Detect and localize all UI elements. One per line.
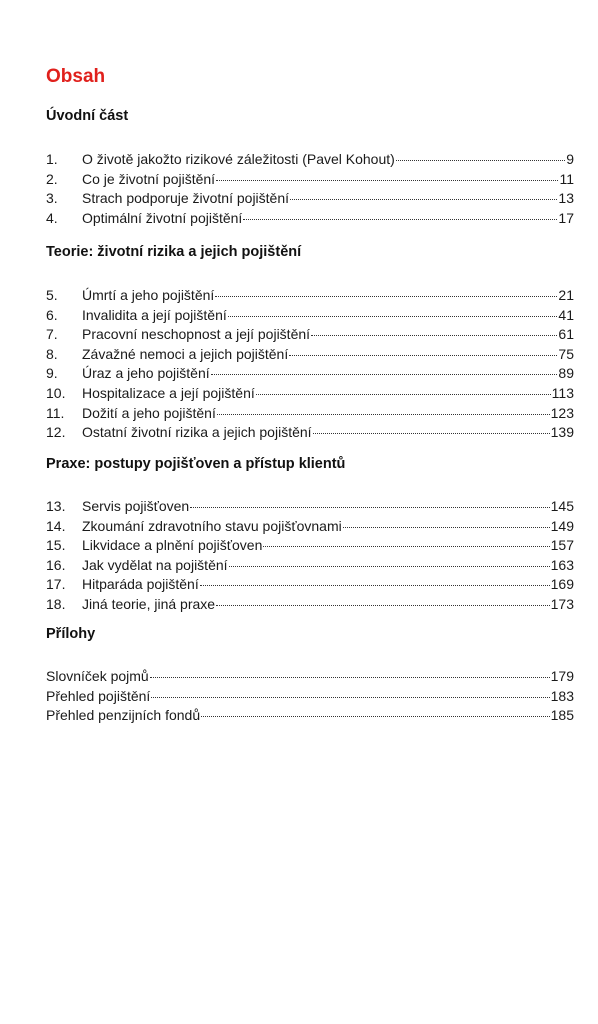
dot-leader xyxy=(190,507,549,508)
entry-page-number: 169 xyxy=(550,576,574,593)
dot-leader xyxy=(256,394,551,395)
entry-number: 7. xyxy=(46,326,58,343)
section-heading: Úvodní část xyxy=(46,108,129,124)
entry-title: Hospitalizace a její pojištění xyxy=(82,385,255,401)
entry-title: Pracovní neschopnost a její pojištění xyxy=(82,326,311,343)
entry-title: Přehled penzijních fondů xyxy=(46,707,201,724)
entry-number: 18. xyxy=(46,596,66,612)
entry-page-number: 157 xyxy=(550,537,574,554)
entry-page-number: 17 xyxy=(558,209,574,226)
toc-entry[interactable] xyxy=(46,188,574,208)
entry-page-number: 123 xyxy=(550,404,574,421)
dot-leader xyxy=(215,296,557,297)
dot-leader xyxy=(396,160,565,161)
entry-number: 5. xyxy=(46,287,58,303)
entry-page-number: 173 xyxy=(550,596,574,612)
entry-page-number: 89 xyxy=(558,365,574,382)
toc-entry[interactable] xyxy=(46,574,574,594)
entry-title: Slovníček pojmů xyxy=(46,668,149,684)
toc-entry[interactable] xyxy=(46,496,574,516)
toc-entry[interactable] xyxy=(46,403,574,423)
toc-entry[interactable] xyxy=(46,666,574,686)
entry-page-number: 149 xyxy=(550,517,574,534)
entry-title: Dožití a jeho pojištění xyxy=(82,404,216,421)
dot-leader xyxy=(243,219,557,220)
entry-number: 11. xyxy=(46,404,65,421)
entry-number: 8. xyxy=(46,345,58,362)
dot-leader xyxy=(313,433,550,434)
entry-title: O životě jakožto rizikové záležitosti (Pavel Kohout) xyxy=(82,151,395,167)
entry-title: Přehled pojištění xyxy=(46,687,151,704)
entry-page-number: 75 xyxy=(558,345,574,362)
toc-entry[interactable] xyxy=(46,149,574,169)
toc-entry[interactable] xyxy=(46,344,574,364)
dot-leader xyxy=(200,585,550,586)
section-heading: Teorie: životní rizika a jejich pojištění xyxy=(46,244,302,260)
section-heading: Praxe: postupy pojišťoven a přístup klientů xyxy=(46,456,346,472)
entry-page-number: 163 xyxy=(550,556,574,573)
toc-entry[interactable] xyxy=(46,208,574,228)
entry-title: Hitparáda pojištění xyxy=(82,576,199,593)
dot-leader xyxy=(290,199,557,200)
entry-title: Likvidace a plnění pojišťoven xyxy=(82,537,263,554)
entry-title: Zkoumání zdravotního stavu pojišťovnami xyxy=(82,517,342,534)
dot-leader xyxy=(228,316,558,317)
entry-number: 17. xyxy=(46,576,66,593)
entry-number: 15. xyxy=(46,537,66,554)
dot-leader xyxy=(216,605,550,606)
entry-title: Úraz a jeho pojištění xyxy=(82,365,210,382)
entry-number: 2. xyxy=(46,170,58,187)
entry-number: 12. xyxy=(46,424,66,441)
entry-number: 14. xyxy=(46,517,66,534)
dot-leader xyxy=(289,355,557,356)
entry-title: Jak vydělat na pojištění xyxy=(82,556,228,573)
entry-page-number: 113 xyxy=(551,385,574,401)
entry-number: 3. xyxy=(46,190,58,207)
entry-page-number: 179 xyxy=(550,668,574,684)
entry-page-number: 13 xyxy=(558,190,574,207)
entry-page-number: 21 xyxy=(558,287,574,303)
toc-entry[interactable] xyxy=(46,705,574,725)
toc-entry[interactable] xyxy=(46,686,574,706)
dot-leader xyxy=(263,546,549,547)
toc-entry[interactable] xyxy=(46,535,574,555)
toc-entry[interactable] xyxy=(46,324,574,344)
toc-entry[interactable] xyxy=(46,555,574,575)
entry-title: Závažné nemoci a jejich pojištění xyxy=(82,345,289,362)
toc-entry[interactable] xyxy=(46,305,574,325)
toc-entry[interactable] xyxy=(46,516,574,536)
entry-number: 1. xyxy=(46,151,58,167)
dot-leader xyxy=(217,414,550,415)
toc-entry[interactable] xyxy=(46,383,574,403)
toc-entry[interactable] xyxy=(46,285,574,305)
entry-number: 16. xyxy=(46,556,66,573)
entry-page-number: 61 xyxy=(558,326,574,343)
entry-page-number: 9 xyxy=(566,151,574,167)
entry-title: Optimální životní pojištění xyxy=(82,209,243,226)
entry-page-number: 183 xyxy=(550,687,574,704)
section-heading: Přílohy xyxy=(46,626,96,642)
dot-leader xyxy=(151,697,549,698)
entry-title: Co je životní pojištění xyxy=(82,170,216,187)
page-title: Obsah xyxy=(46,66,106,87)
entry-number: 10. xyxy=(46,385,66,401)
dot-leader xyxy=(201,716,550,717)
entry-number: 9. xyxy=(46,365,58,382)
entry-page-number: 145 xyxy=(550,498,574,514)
entry-page-number: 185 xyxy=(550,707,574,724)
entry-title: Servis pojišťoven xyxy=(82,498,190,514)
entry-title: Invalidita a její pojištění xyxy=(82,306,227,323)
dot-leader xyxy=(211,374,558,375)
entry-title: Strach podporuje životní pojištění xyxy=(82,190,290,207)
entry-page-number: 139 xyxy=(550,424,574,441)
toc-entry[interactable] xyxy=(46,169,574,189)
entry-title: Úmrtí a jeho pojištění xyxy=(82,287,215,303)
dot-leader xyxy=(311,335,557,336)
dot-leader xyxy=(343,527,550,528)
entry-number: 4. xyxy=(46,209,58,226)
entry-title: Jiná teorie, jiná praxe xyxy=(82,596,216,612)
entry-page-number: 11 xyxy=(559,170,574,187)
dot-leader xyxy=(229,566,550,567)
toc-entry[interactable] xyxy=(46,594,574,614)
toc-entry[interactable] xyxy=(46,363,574,383)
entry-number: 6. xyxy=(46,306,58,323)
entry-page-number: 41 xyxy=(558,306,574,323)
dot-leader xyxy=(150,677,550,678)
toc-entry[interactable] xyxy=(46,422,574,442)
entry-title: Ostatní životní rizika a jejich pojištění xyxy=(82,424,312,441)
entry-number: 13. xyxy=(46,498,66,514)
dot-leader xyxy=(216,180,558,181)
